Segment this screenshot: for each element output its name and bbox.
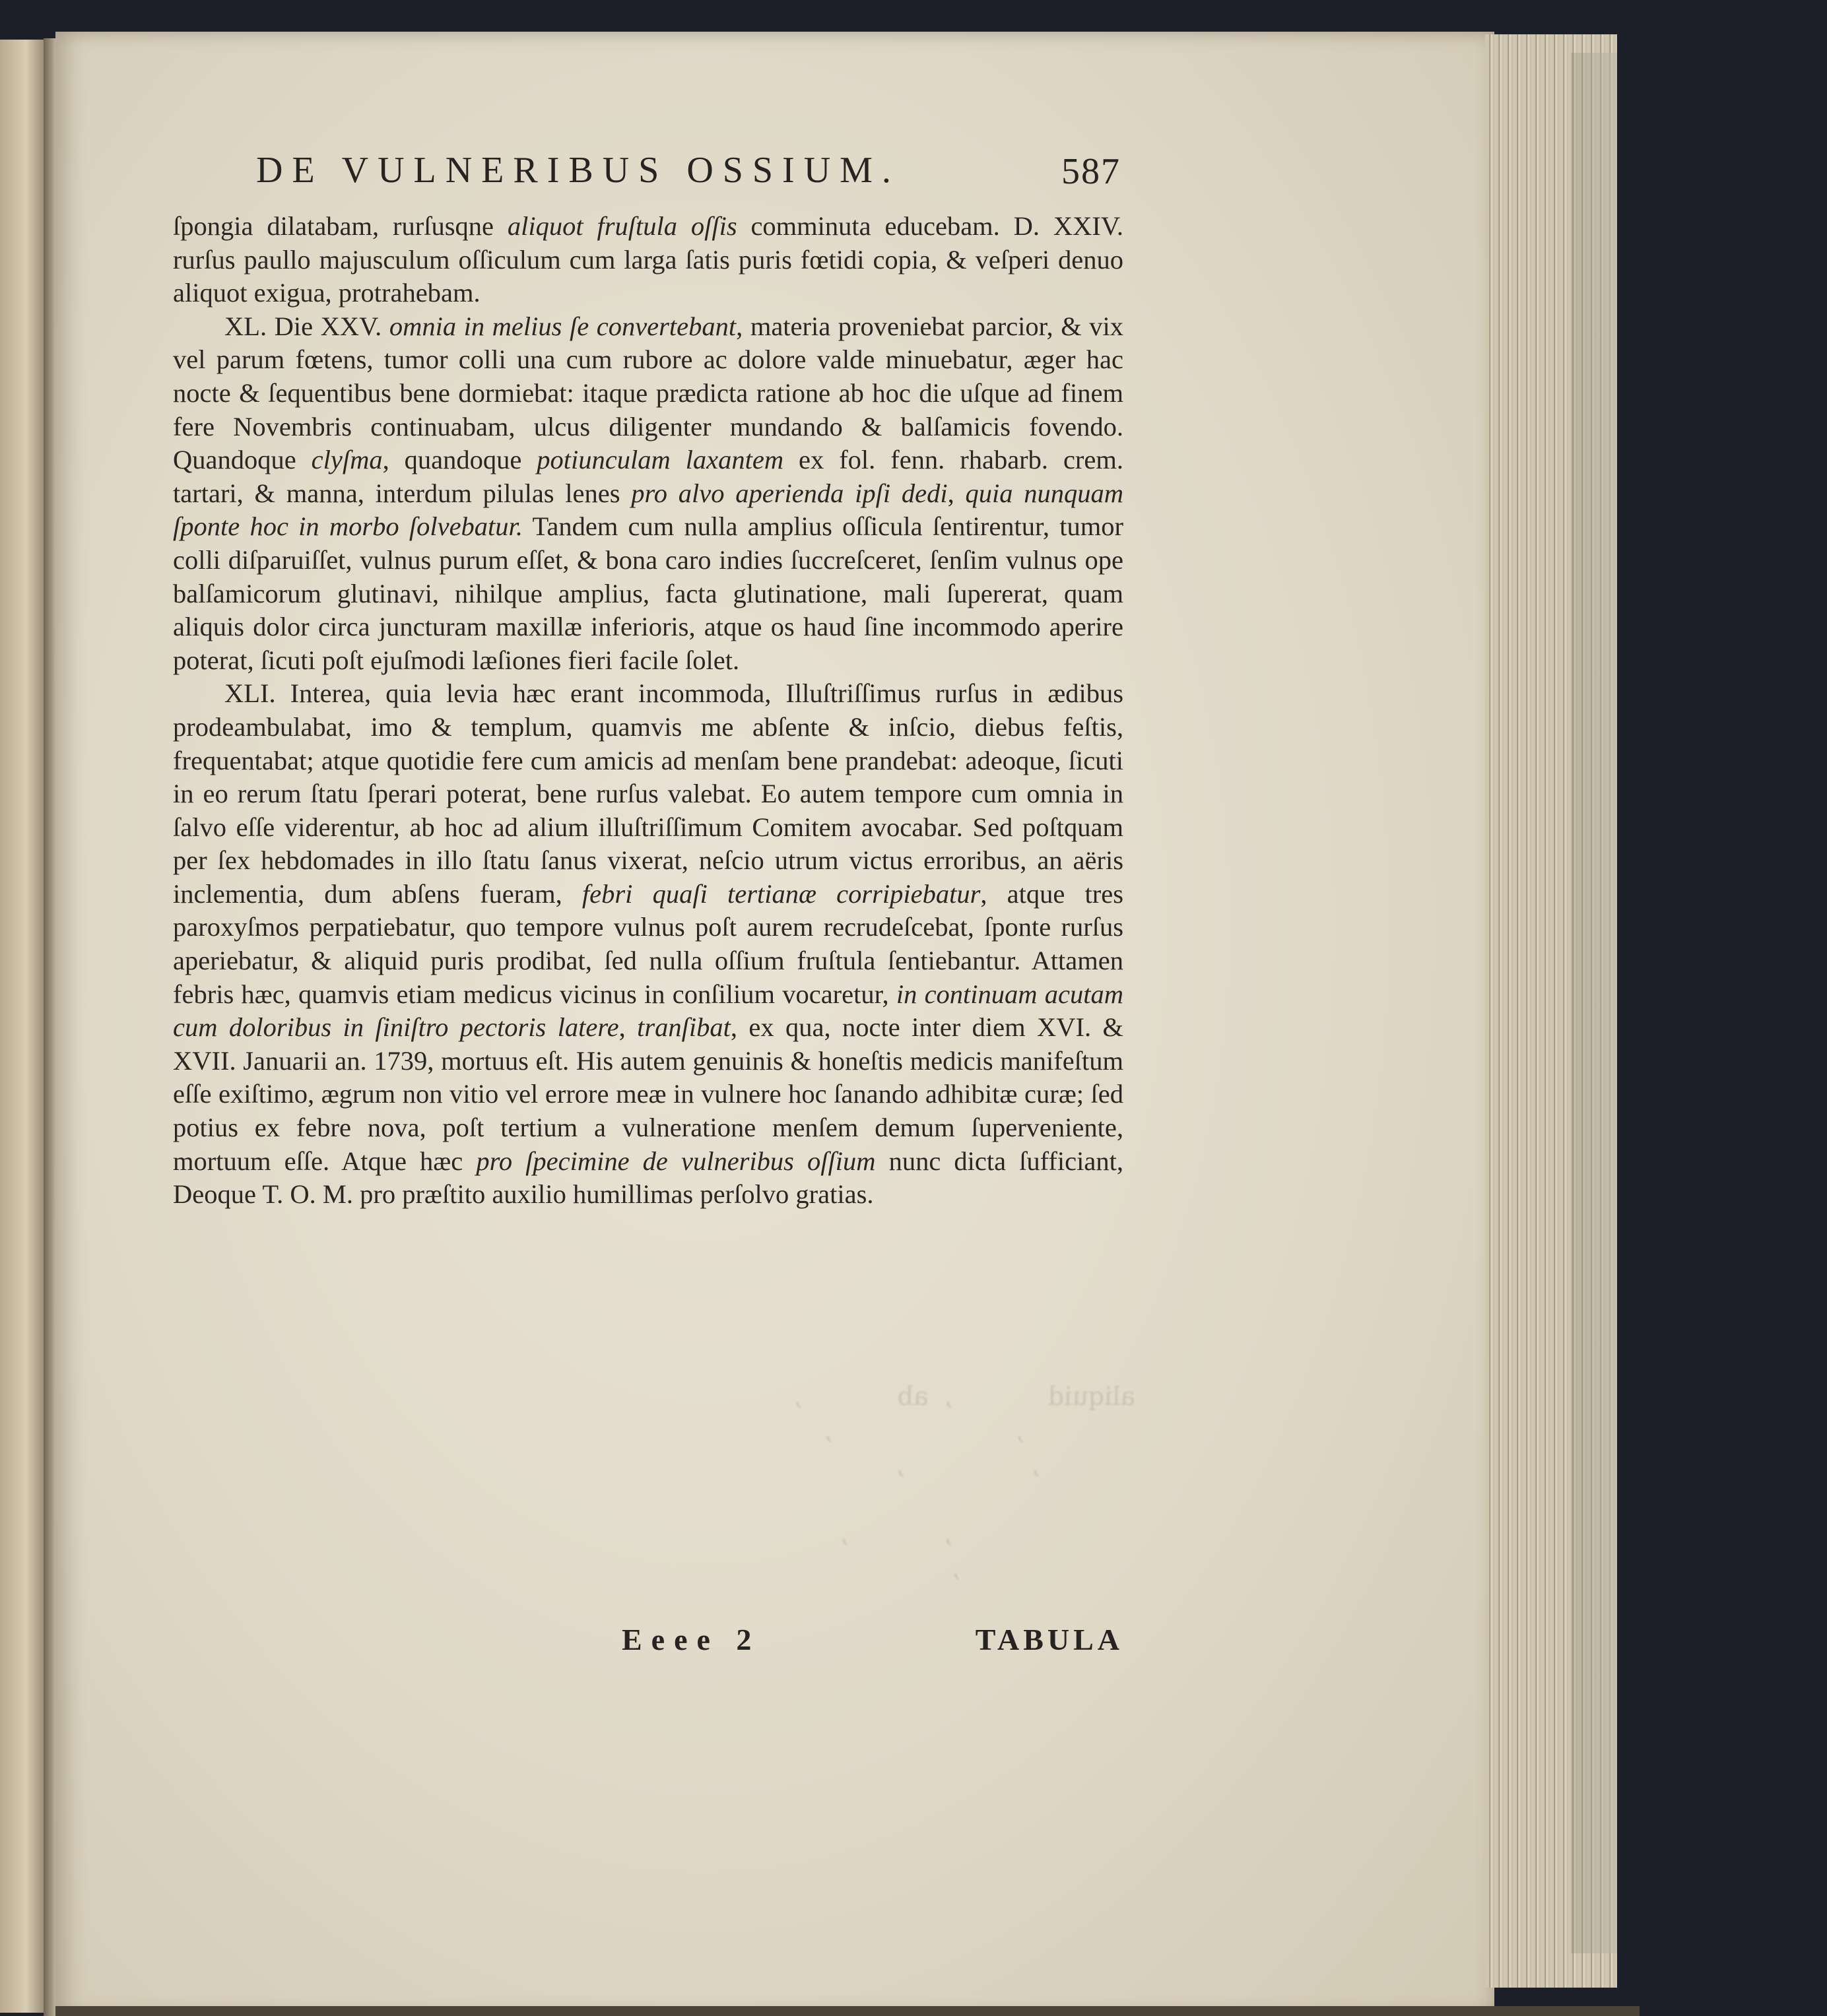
italic-phrase: aliquot fruſtula oſſis [507, 211, 737, 241]
page-number: 587 [1061, 151, 1121, 192]
text-run: , [947, 478, 966, 508]
text-run: , quandoque [382, 445, 537, 475]
text-run: , [618, 1012, 638, 1043]
paragraph [173, 210, 1123, 310]
italic-phrase: clyſma [311, 445, 383, 475]
facing-page-edge [0, 40, 48, 2013]
text-run: nunc dicta ſufficiant, Deoque T. O. M. pro præſtito auxilio humillimas perſolvo gratias. [173, 1146, 1123, 1210]
text-run: Tandem cum nulla amplius oſſicula ſentirentur, tumor colli diſparuiſſet, vulnus purum eſſet, & bona caro indies ſuccreſceret, ſenſim vulnus ope balſamicorum glutinavi, nihilque amplius, facta glutinatione, mali ſupererat, quam aliquis dolor circa juncturam maxillæ inferioris, atque os haud ſine incommodo aperire poterat, ſicuti poſt ejuſmodi læſiones fieri facile ſolet. [173, 511, 1123, 675]
text-run: , materia proveniebat parcior, & vix vel parum fœtens, tumor colli una cum rubore ac dolore valde minuebatur, æger hac nocte & ſequentibus bene dormiebat: itaque prædicta ratione ab hoc die uſque ad finem fere Novembris continuabam, ulcus diligenter mundando & balſamicis fovendo. Quandoque [173, 311, 1123, 475]
italic-phrase: febri quaſi tertianæ corripiebatur [581, 878, 981, 909]
italic-phrase: pro ſpecimine de vulneribus oſſium [476, 1146, 876, 1176]
text-run: XL. Die XXV. [224, 311, 389, 341]
page-footer [173, 1622, 1123, 1668]
book-cover-edge [55, 2006, 1640, 2016]
italic-phrase: omnia in melius ſe convertebant [389, 311, 737, 341]
italic-phrase: potiunculam laxantem [537, 445, 784, 475]
bleed-through-text: aliquid , ab , , , , , , , , [793, 1382, 1135, 1582]
signature-mark: Eeee 2 [622, 1623, 761, 1656]
body-text [173, 210, 1123, 1212]
text-run: , ex qua, nocte inter diem XVI. & XVII. Januarii an. 1739, mortuus eſt. His autem genuinis & honeſtis medicis manifeſtum eſſe exiſtimo, ægrum non vitio vel errore meæ in vulnere hoc ſanando adhibitæ curæ; ſed potius ex febre nova, poſt tertium a vulneratione menſem demum ſuperveniente, mortuum eſſe. Atque hæc [173, 1012, 1124, 1176]
text-run: ſpongia dilatabam, rurſusqne [173, 211, 508, 241]
text-run: ex fol. fenn. rhabarb. crem. tartari, & manna, interdum pilulas lenes [173, 445, 1124, 508]
italic-phrase: tranſibat [637, 1012, 731, 1043]
text-run: , atque tres paroxyſmos perpatiebatur, quo tempore vulnus poſt aurem recrudeſcebat, ſponte rurſus aperiebatur, & aliquid puris prodibat, ſed nulla oſſium fruſtula ſentiebantur. Attamen febris hæc, quamvis etiam medicus vicinus in conſilium vocaretur, [173, 878, 1123, 1009]
text-run: comminuta educebam. D. XXIV. rurſus paullo majusculum oſſiculum cum larga ſatis puris fœtidi copia, & veſperi denuo aliquot exigua, protrahebam. [173, 211, 1124, 308]
italic-phrase: quia nunquam ſponte hoc in morbo ſolvebatur. [173, 478, 1124, 542]
italic-phrase: in continuam acutam cum doloribus in ſiniſtro pectoris latere [173, 979, 1123, 1043]
paragraph [173, 310, 1123, 678]
text-run: XLI. Interea, quia levia hæc erant incommoda, Illuſtriſſimus rurſus in ædibus prodeambulabat, imo & templum, quamvis me abſente & inſcio, diebus feſtis, frequentabat; atque quotidie fere cum amicis ad menſam bene prandebat: adeoque, ſicuti in eo rerum ſtatu ſperari poterat, bene rurſus valebat. Eo autem tempore cum omnia in ſalvo eſſe viderentur, ab hoc ad alium illuſtriſſimum Comitem avocabar. Sed poſtquam per ſex hebdomades in illo ſtatu ſanus vixerat, neſcio utrum victus erroribus, an aëris inclementia, dum abſens fueram, [173, 678, 1123, 909]
catchword: TABULA [975, 1623, 1123, 1656]
running-title: DE VULNERIBUS OSSIUM. [256, 150, 900, 191]
italic-phrase: pro alvo aperienda ipſi dedi [631, 478, 948, 508]
fore-edge-shade [1571, 53, 1617, 1953]
paragraph [173, 677, 1123, 1212]
running-head [256, 149, 1141, 202]
